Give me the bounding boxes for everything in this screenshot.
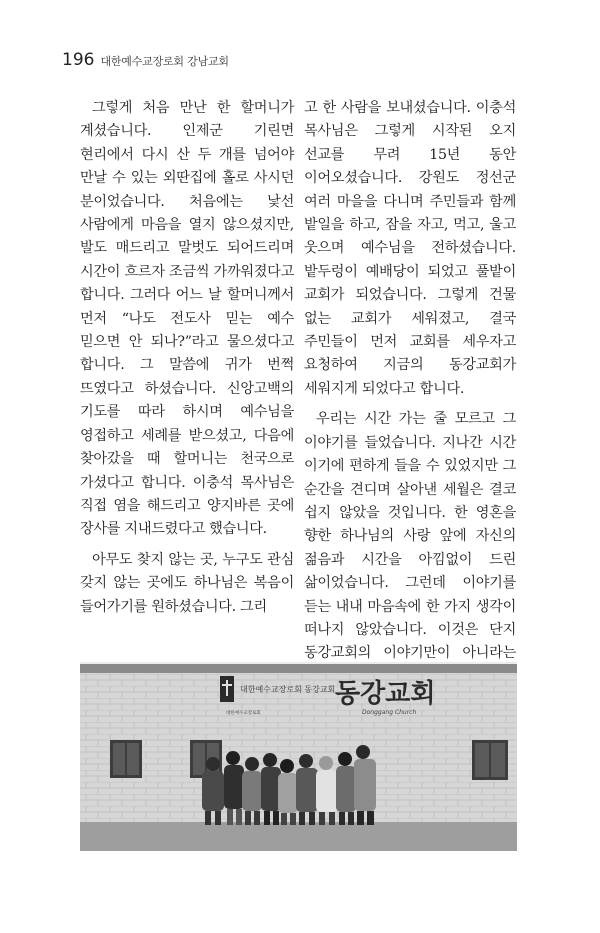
window-left — [110, 740, 142, 778]
paragraph: 그렇게 처음 만난 한 할머니가 계셨습니다. 인제군 기린면 현리에서 다시 산 두 개를 넘어야 만날 수 있는 외딴집에 홀로 사시던 분이었습니다. 처음에는 낯선 사람에게 마음을 열지 않으셨지만, 발도 매드리고 말벗도 되어드리며 시간이 흐르자 조금씩 가까워졌다고 합니다. 그러다 어느 날 할머니께서 먼저 “나도 전도사 믿는 예수 믿으면 안 되나?”라고 물으셨다고 합니다. 그 말씀에 귀가 번쩍 뜨였다고 하셨습니다. 신앙고백의 기도를 따라 하시며 예수님을 영접하고 세례를 받으셨고, 다음에 찾아갔을 때 할머니는 천국으로 가셨다고 합니다. 이충석 목사님은 직접 염을 해드리고 양지바른 곳에 장사를 지내드렸다고 했습니다. — [80, 100, 294, 538]
roof — [80, 664, 517, 673]
window-right — [472, 740, 508, 780]
paragraph: 아무도 찾지 않는 곳, 누구도 관심 갖지 않는 곳에도 하나님은 복음이 들어가기를 원하셨습니다. 그리 — [80, 551, 294, 615]
ground — [80, 822, 517, 851]
running-title: 대한예수교장로회 강남교회 — [100, 55, 229, 68]
page-number: 196 — [62, 50, 95, 70]
church-sign-text: 동강교회 — [335, 679, 436, 709]
paragraph: 고 한 사람을 보내셨습니다. 이충석 목사님은 그렇게 시작된 오지 선교를 무려 15년 동안 이어오셨습니다. 강원도 정선군 여러 마을을 다니며 주민들과 함께 밭일을 하고, 잠을 자고, 먹고, 울고 웃으며 예수님을 전하셨습니다. 밭두렁이 예배당이 되었고 풀밭이 교회가 되었습니다. 그렇게 건물 없는 교회가 세워졌고, 결국 주민들이 먼저 교회를 세우자고 요청하여 지금의 동강교회가 세워지게 되었다고 합니다. — [304, 100, 516, 397]
page-header — [62, 50, 229, 70]
left-column — [80, 97, 294, 626]
sign-small-text: 대한예수교장로회 동강교회 — [240, 685, 336, 694]
paragraph: 우리는 시간 가는 줄 모르고 그 이야기를 들었습니다. 지나간 시간 이기에 편하게 들을 수 있었지만 그 순간을 견디며 살아낸 세월은 결코 쉽지 않았을 것입니다. 한 영혼을 향한 하나님의 사랑 앞에 자신의 젊음과 시간을 아낌없이 드린 삶이었습니다. 그런데 이야기를 듣는 내내 마음속에 한 가지 생각이 떠나지 않았습니다. 이것은 단지 동강교회의 이야기만이 아니라는 — [304, 411, 516, 662]
right-column — [304, 97, 516, 696]
sign-tiny-text: 대한예수교장로회 — [226, 711, 261, 716]
group-photo — [80, 662, 517, 851]
church-sign-subtext: Donggang Church — [362, 709, 417, 716]
